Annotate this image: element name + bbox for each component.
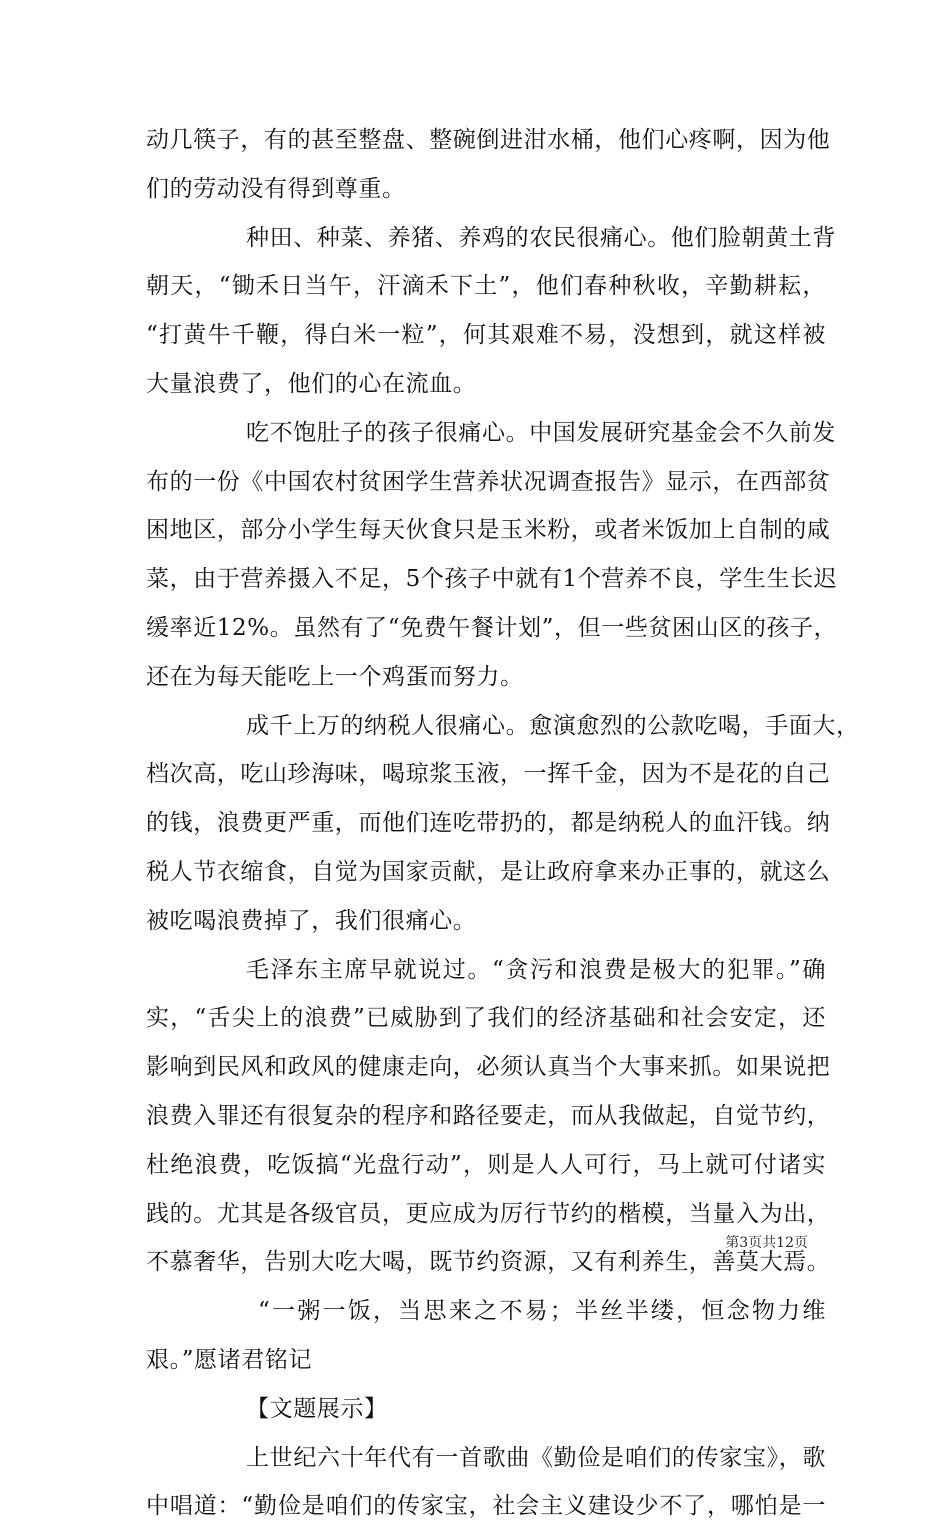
text-line: 实，“舌尖上的浪费”已威胁到了我们的经济基础和社会安定，还 xyxy=(146,1005,826,1032)
text-line: 菜，由于营养摄入不足，5个孩子中就有1个营养不良，学生生长迟 xyxy=(146,566,838,593)
text-line: 税人节衣缩食，自觉为国家贡献，是让政府拿来办正事的，就这么 xyxy=(146,858,831,885)
text-line: 缓率近12%。虽然有了“免费午餐计划”，但一些贫困山区的孩子， xyxy=(146,614,838,641)
text-line: “打黄牛千鞭，得白米一粒”，何其艰难不易，没想到，就这样被 xyxy=(146,322,826,349)
text-line: 朝天，“锄禾日当午，汗滴禾下土”，他们春种秋收，辛勤耕耘， xyxy=(146,273,826,300)
text-line: 动几筷子，有的甚至整盘、整碗倒进泔水桶，他们心疼啊，因为他 xyxy=(146,127,831,153)
text-line: 的钱，浪费更严重，而他们连吃带扔的，都是纳税人的血汗钱。纳 xyxy=(146,810,831,837)
text-line: 践的。尤其是各级官员，更应成为厉行节约的楷模，当量入为出， xyxy=(146,1200,831,1227)
paragraph-start: 上世纪六十年代有一首歌曲《勤俭是咱们的传家宝》，歌 xyxy=(246,1444,826,1471)
text-line: 艰。”愿诸君铭记 xyxy=(146,1346,313,1373)
text-line: 影响到民风和政风的健康走向，必须认真当个大事来抓。如果说把 xyxy=(146,1054,831,1081)
text-line: 布的一份《中国农村贫困学生营养状况调查报告》显示，在西部贫 xyxy=(146,468,831,495)
text-line: 杜绝浪费，吃饭搞“光盘行动”，则是人人可行，马上就可付诸实 xyxy=(146,1151,826,1178)
text-line: 档次高，吃山珍海味，喝琼浆玉液，一挥千金，因为不是花的自己 xyxy=(146,761,831,788)
quote-line: “一粥一饭，当思来之不易；半丝半缕，恒念物力维 xyxy=(258,1298,826,1325)
text-line: 中唱道：“勤俭是咱们的传家宝，社会主义建设少不了，哪怕是一 xyxy=(146,1493,826,1520)
text-line: 还在为每天能吃上一个鸡蛋而努力。 xyxy=(146,663,524,690)
text-line: 不慕奢华，告别大吃大喝，既节约资源，又有利养生，善莫大焉。 xyxy=(146,1249,831,1276)
document-body xyxy=(146,116,860,1531)
paragraph-start: 种田、种菜、养猪、养鸡的农民很痛心。他们脸朝黄土背 xyxy=(246,224,836,251)
paragraph-start: 毛泽东主席早就说过。“贪污和浪费是极大的犯罪。”确 xyxy=(246,956,826,983)
paragraph-start: 成千上万的纳税人很痛心。愈演愈烈的公款吃喝，手面大， xyxy=(246,712,860,739)
text-line: 大量浪费了，他们的心在流血。 xyxy=(146,370,477,397)
paragraph-start: 吃不饱肚子的孩子很痛心。中国发展研究基金会不久前发 xyxy=(246,419,836,446)
text-line: 们的劳动没有得到尊重。 xyxy=(146,175,406,202)
page-number: 第3页共12页 xyxy=(725,1235,808,1251)
text-line: 困地区，部分小学生每天伙食只是玉米粉，或者米饭加上自制的咸 xyxy=(146,517,831,544)
text-line: 浪费入罪还有很复杂的程序和路径要走，而从我做起，自觉节约， xyxy=(146,1102,831,1129)
text-line: 被吃喝浪费掉了，我们很痛心。 xyxy=(146,907,477,934)
section-heading: 【文题展示】 xyxy=(246,1395,388,1422)
